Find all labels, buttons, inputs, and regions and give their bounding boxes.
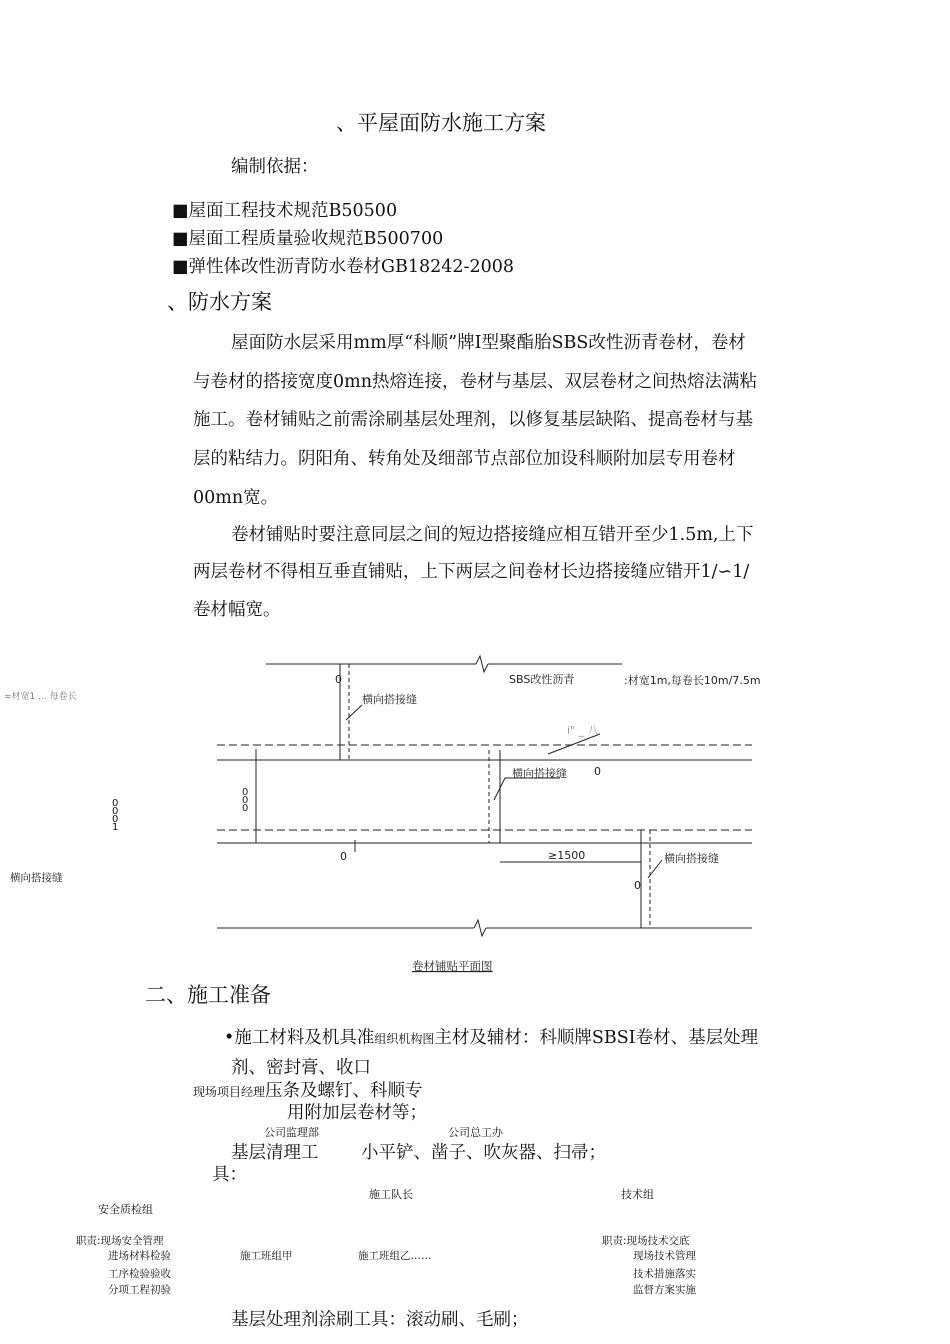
bullet-mark: ■ (172, 229, 189, 249)
zero-label: 0 (340, 850, 347, 863)
zero-label: 0 (335, 673, 342, 686)
page-title: 、平屋面防水施工方案 (336, 111, 546, 135)
leader-line (548, 734, 600, 754)
zero-label: 0 (634, 879, 641, 892)
svg-text:0: 0 (242, 795, 249, 806)
basis-item: ■屋面工程技术规范B50500 (172, 201, 398, 221)
prep-line: 用附加层卷材等； (287, 1103, 427, 1123)
prep-line: 小平铲、凿子、吹灰器、扫帚； (361, 1143, 606, 1163)
paragraph-line: 层的粘结力。阴阳角、转角处及细部节点部位加设科顺附加层专用卷材 (193, 449, 736, 469)
paragraph-line: 施工。卷材铺贴之前需涂刷基层处理剂，以修复基层缺陷、提高卷材与基 (193, 410, 753, 430)
org-supervision: 公司监理部 (264, 1126, 319, 1139)
leader-line (346, 705, 362, 720)
seam-label: 横向搭接缝 (664, 852, 719, 865)
material-label: SBS改性沥青 (509, 673, 575, 686)
safety-duty: 分项工程初验 (108, 1284, 171, 1296)
break-mark (476, 656, 488, 672)
paragraph-line: 卷材幅宽。 (193, 600, 281, 620)
left-seam-label: 横向搭接缝 (10, 872, 63, 884)
prep-line: •施工材料及机具准组织机构图主材及辅材：科顺牌SBSI卷材、基层处理 (224, 1028, 759, 1048)
tech-duty: 职责:现场技术交底 (602, 1235, 690, 1247)
basis-item: ■弹性体改性沥青防水卷材GB18242-2008 (172, 257, 515, 277)
paragraph-line: 卷材铺贴时要注意同层之间的短边搭接缝应相互错开至少1.5m,上下 (231, 525, 754, 545)
org-manager-label: 现场项目经理 (193, 1085, 266, 1099)
tech-duty: 技术措施落实 (633, 1268, 696, 1280)
safety-duty: 进场材料检验 (108, 1250, 171, 1262)
team-a: 施工班组甲 (240, 1250, 293, 1262)
section-heading-preparation: 二、施工准备 (145, 983, 271, 1007)
org-chart-label: 组织机构图 (374, 1032, 435, 1046)
paragraph-line: 与卷材的搭接宽度0mn热熔连接，卷材与基层、双层卷材之间热熔法满粘 (193, 372, 757, 392)
section-heading-waterproof-plan: 、防水方案 (167, 290, 272, 314)
safety-duty: 工序检验验收 (108, 1268, 171, 1280)
paragraph-line: 两层卷材不得相互垂直铺贴，上下两层之间卷材长边搭接缝应错开1/∽1/ (193, 562, 750, 582)
zero-label: 0 (594, 765, 601, 778)
org-tech-group: 技术组 (621, 1188, 654, 1201)
prep-line: 具： (212, 1165, 247, 1185)
prep-line: 基层清理工 (231, 1143, 319, 1163)
safety-duty: 职责:现场安全管理 (76, 1235, 164, 1247)
leader-line (494, 778, 560, 800)
prep-line: 现场项目经理压条及螺钉、科顺专 (193, 1081, 423, 1101)
basis-item: ■屋面工程质量验收规范B500700 (172, 229, 444, 249)
seam-label: 横向搭接缝 (362, 693, 417, 706)
svg-text:0: 0 (242, 803, 249, 814)
spec-label: :材宽1m,每卷长10m/7.5m (624, 674, 761, 687)
dimension-1500-label: ≥1500 (548, 849, 586, 862)
faded-label: i" _ 八 (567, 724, 599, 737)
left-cut-label: =材宽1 ... 每卷长 (4, 692, 77, 702)
org-captain: 施工队长 (369, 1188, 413, 1201)
bullet-mark: ■ (172, 257, 189, 277)
prep-line: 基层处理剂涂刷工具：滚动刷、毛刷； (231, 1310, 529, 1330)
membrane-layout-diagram (0, 650, 950, 980)
break-mark (474, 920, 486, 936)
basis-heading: 编制依据： (231, 157, 319, 177)
team-b: 施工班组乙…… (358, 1250, 432, 1262)
org-safety-group: 安全质检组 (98, 1203, 153, 1216)
tech-duty: 现场技术管理 (633, 1250, 696, 1262)
prep-line: 剂、密封膏、收口 (231, 1058, 371, 1078)
paragraph-line: 屋面防水层采用mm厚“科顺”牌I型聚酯胎SBS改性沥青卷材，卷材 (231, 333, 746, 353)
tech-duty: 监督方案实施 (633, 1284, 696, 1296)
vertical-dimension-label: 0 (242, 787, 249, 798)
diagram-caption: 卷材铺贴平面图 (412, 959, 493, 973)
bullet-mark: ■ (172, 201, 189, 221)
left-vertical-dimension: 0 0 0 1 (112, 798, 119, 833)
seam-label: 横向搭接缝 (512, 767, 567, 780)
org-chief-engineer-office: 公司总工办 (448, 1126, 503, 1139)
paragraph-line: 00mn宽。 (193, 488, 279, 508)
